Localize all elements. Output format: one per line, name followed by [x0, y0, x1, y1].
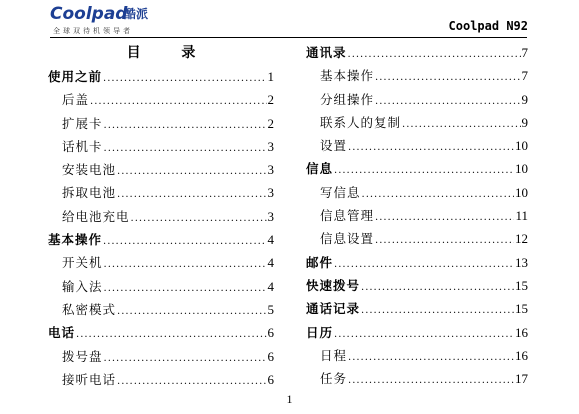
toc-entry-title: 信息	[306, 161, 334, 177]
dot-leader	[375, 229, 514, 252]
dot-leader	[104, 277, 267, 300]
toc-title: 目 录	[126, 45, 214, 61]
dot-leader	[117, 160, 266, 183]
toc-entry-page: 16	[515, 347, 528, 363]
toc-entry[interactable]	[48, 135, 274, 158]
toc-entry-page: 6	[267, 325, 274, 341]
toc-entry-page: 3	[267, 138, 274, 154]
toc-entry[interactable]	[306, 41, 528, 64]
logo-tagline: 全球双待机领导者	[53, 27, 133, 35]
toc-entry-title: 电话	[48, 325, 76, 341]
toc-entry[interactable]	[306, 274, 528, 297]
toc-entry-page: 4	[267, 278, 274, 294]
toc-entry-page: 6	[267, 348, 274, 364]
toc-entry-title: 安装电池	[62, 162, 117, 178]
toc-entry-page: 7	[521, 68, 528, 84]
toc-entry-title: 使用之前	[48, 69, 103, 84]
toc-entry-title: 信息设置	[320, 231, 375, 247]
toc-entry-page: 9	[521, 114, 528, 130]
toc-entry[interactable]	[48, 181, 274, 204]
toc-entry[interactable]	[48, 345, 274, 368]
toc-entry[interactable]	[48, 275, 274, 298]
dot-leader	[362, 183, 514, 206]
dot-leader	[117, 183, 266, 206]
toc-entry-title: 给电池充电	[62, 208, 130, 224]
toc-entry-page: 13	[515, 254, 528, 270]
toc-entry-title: 分组操作	[320, 91, 375, 107]
coolpad-logo-chinese: 酷派	[124, 7, 149, 21]
toc-entry-title: 邮件	[306, 254, 334, 270]
dot-leader	[375, 66, 520, 89]
toc-entry-title: 后盖	[62, 92, 90, 108]
toc-entry[interactable]	[48, 368, 274, 391]
dot-leader	[375, 90, 520, 113]
toc-entry[interactable]	[306, 227, 528, 250]
toc-entry-title: 写信息	[320, 184, 361, 200]
toc-entry-page: 11	[515, 208, 528, 224]
toc-entry[interactable]	[306, 251, 528, 274]
toc-entry-page: 1	[267, 69, 274, 84]
toc-entry-title: 输入法	[62, 278, 103, 294]
toc-entry-title: 快速拨号	[306, 277, 361, 293]
toc-entry[interactable]	[48, 205, 274, 228]
toc-entry-page: 10	[515, 161, 528, 177]
toc-entry[interactable]	[306, 204, 528, 227]
dot-leader	[334, 253, 514, 276]
toc-entry-title: 话机卡	[62, 138, 103, 154]
dot-leader	[104, 114, 267, 137]
dot-leader	[348, 136, 514, 159]
toc-entry-title: 设置	[320, 138, 348, 154]
toc-entry-page: 7	[521, 45, 528, 60]
toc-entry-page: 2	[267, 115, 274, 131]
toc-entry-page: 15	[515, 277, 528, 293]
toc-entry-title: 基本操作	[320, 68, 375, 84]
dot-leader	[348, 346, 514, 369]
header-rule	[50, 37, 527, 38]
toc-entry-title: 基本操作	[48, 232, 103, 248]
toc-entry-page: 16	[515, 324, 528, 340]
coolpad-logo: Coolpad	[50, 4, 128, 24]
toc-entry-page: 12	[515, 231, 528, 247]
toc-entry[interactable]	[306, 88, 528, 111]
toc-entry-page: 10	[515, 184, 528, 200]
dot-leader	[402, 113, 520, 136]
dot-leader	[131, 207, 267, 230]
toc-entry[interactable]	[48, 65, 274, 88]
dot-leader	[117, 370, 266, 393]
toc-entry[interactable]	[306, 344, 528, 367]
toc-entry-title: 通讯录	[306, 45, 347, 60]
toc-entry-page: 9	[521, 91, 528, 107]
toc-entry-title: 联系人的复制	[320, 114, 402, 130]
toc-right-column	[306, 41, 528, 390]
toc-entry-page: 10	[515, 138, 528, 154]
dot-leader	[103, 67, 266, 90]
dot-leader	[104, 137, 267, 160]
dot-leader	[104, 253, 267, 276]
toc-entry-title: 信息管理	[320, 208, 375, 224]
page-number: 1	[286, 392, 293, 406]
toc-entry[interactable]	[306, 134, 528, 157]
toc-entry[interactable]	[306, 297, 528, 320]
toc-entry[interactable]	[48, 88, 274, 111]
toc-entry-title: 日历	[306, 324, 334, 340]
toc-entry-page: 2	[267, 92, 274, 108]
dot-leader	[375, 206, 514, 229]
toc-entry[interactable]	[48, 321, 274, 344]
toc-entry[interactable]	[306, 181, 528, 204]
toc-list-right	[306, 41, 528, 390]
dot-leader	[348, 369, 514, 392]
toc-entry-page: 4	[267, 255, 274, 271]
dot-leader	[348, 43, 521, 66]
toc-entry-title: 拨号盘	[62, 348, 103, 364]
toc-entry[interactable]	[306, 367, 528, 390]
toc-entry-title: 扩展卡	[62, 115, 103, 131]
toc-entry[interactable]	[306, 157, 528, 180]
model-name: Coolpad N92	[448, 19, 528, 33]
toc-entry-page: 15	[515, 301, 528, 317]
dot-leader	[103, 230, 266, 253]
toc-entry-title: 通话记录	[306, 301, 361, 317]
toc-left-column	[48, 41, 274, 391]
toc-entry-page: 5	[267, 301, 274, 317]
dot-leader	[117, 300, 266, 323]
toc-entry[interactable]	[48, 251, 274, 274]
toc-entry-page: 4	[267, 232, 274, 248]
dot-leader	[334, 323, 514, 346]
toc-entry[interactable]	[48, 298, 274, 321]
toc-entry-title: 任务	[320, 371, 348, 387]
toc-entry-page: 3	[267, 185, 274, 201]
toc-entry[interactable]	[48, 112, 274, 135]
dot-leader	[361, 299, 514, 322]
toc-entry-page: 17	[515, 371, 528, 387]
toc-entry[interactable]	[306, 64, 528, 87]
dot-leader	[90, 90, 266, 113]
toc-entry-title: 私密模式	[62, 301, 117, 317]
toc-entry[interactable]	[48, 158, 274, 181]
dot-leader	[104, 347, 267, 370]
toc-entry[interactable]	[48, 228, 274, 251]
toc-entry-title: 接听电话	[62, 371, 117, 387]
toc-entry-title: 开关机	[62, 255, 103, 271]
toc-entry[interactable]	[306, 111, 528, 134]
toc-list-left	[48, 65, 274, 391]
toc-entry[interactable]	[306, 321, 528, 344]
dot-leader	[76, 323, 266, 346]
toc-entry-page: 3	[267, 162, 274, 178]
toc-entry-title: 日程	[320, 347, 348, 363]
dot-leader	[361, 276, 514, 299]
dot-leader	[334, 159, 514, 182]
toc-entry-page: 3	[267, 208, 274, 224]
toc-entry-page: 6	[267, 371, 274, 387]
page-header	[0, 0, 579, 44]
toc-entry-title: 拆取电池	[62, 185, 117, 201]
